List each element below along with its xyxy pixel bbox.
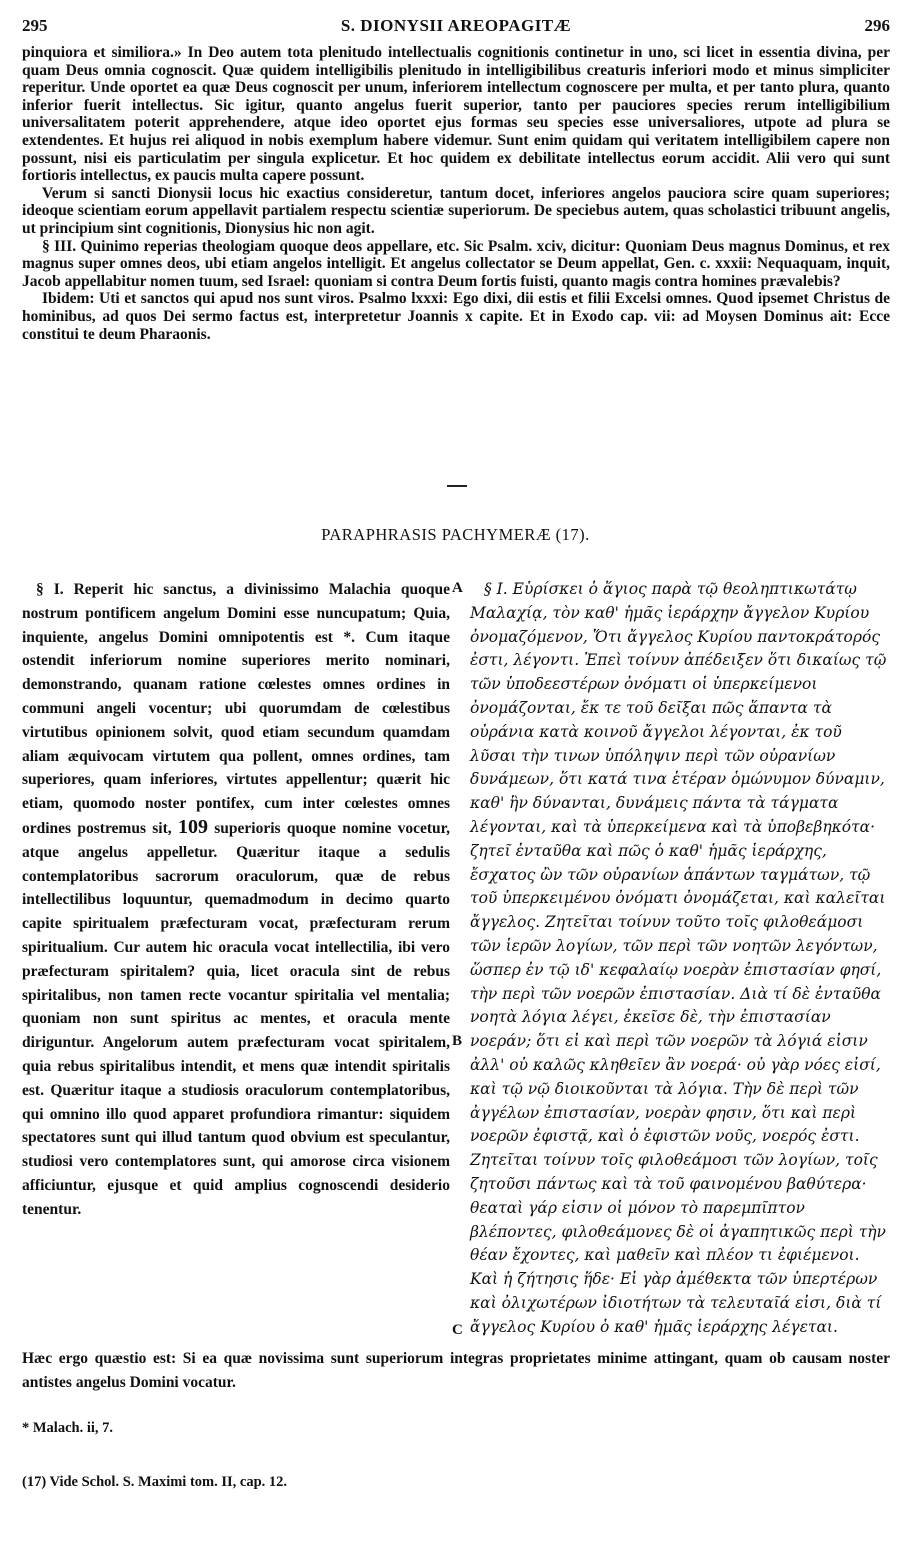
commentary-paragraph: Ibidem: Uti et sanctos qui apud nos sunt viros. Psalmo lxxxi: Ego dixi, dii estis et filii Excelsi omnes. Quod ipsemet Christus de hominibus, ad quos Dei sermo factus est, interpretetur Joannis x capite. Et in Exodo cap. vii: ad Moysen Dominus ait: Ecce constitui te deum Pharaonis.	[22, 290, 890, 343]
latin-paragraph	[22, 578, 450, 1222]
section-title: PARAPHRASIS PACHYMERÆ (17).	[321, 525, 590, 544]
running-header	[22, 16, 890, 40]
footnote-star: * Malach. ii, 7.	[22, 1420, 114, 1436]
commentary-paragraph: Verum si sancti Dionysii locus hic exactius consideretur, tantum docet, inferiores angelos pauciora scire quam superiores; ideoque scientiam eorum appellavit partialem respectu scientiæ superiorum. De speciebus autem, quas scholastici tribuunt angelis, ut principium sint cognitionis, Dionysius hic non agit.	[22, 184, 890, 237]
page-number-left: 295	[22, 16, 48, 35]
latin-text: superioris quoque nomine vocetur, atque angelus appelletur. Quæritur itaque a sedulis contemplatoribus sacrorum oraculorum, quæ de rebus intellectilibus loquuntur, quemadmodum in decimo quarto capite spiritualem præfecturam vocat, præfecturam rerum spiritualium. Cur autem hic oracula vocat intellectilia, ibi vero præfecturam spiritalem? quia, licet oracula sint de rebus spiritalibus, non tamen recte vocantur spiritalia vel mentalia; quoniam non sunt spiritus ac mentes, et oracula mente diriguntur. Angelorum autem præfecturam vocat spiritalem, quia rebus spiritalibus intendit, et mens quæ intendit spiritalis est. Quæritur itaque a studiosis oraculorum contemplatoribus, qui omnino illo quod apparet profundiora rimantur: siquidem spectatores sunt qui illud tantum quod obvium est speculantur, studiosi vero contemplatores sunt, qui amorose circa visionem afficiuntur, ejusque et quid amplius cognoscendi desiderio tenentur.	[22, 819, 450, 1218]
running-title: S. DIONYSII AREOPAGITÆ	[340, 16, 572, 35]
section-separator	[447, 485, 467, 487]
margin-marker-a: A	[452, 580, 463, 596]
margin-marker-b: B	[452, 1033, 463, 1049]
page-mark: 109	[177, 815, 208, 838]
greek-column	[470, 578, 892, 1340]
margin-marker-c: C	[452, 1322, 463, 1338]
footnote-17: (17) Vide Schol. S. Maximi tom. II, cap. 12.	[22, 1474, 288, 1490]
page-number-right: 296	[864, 16, 890, 35]
commentary-notes	[22, 44, 890, 343]
commentary-paragraph: § III. Quinimo reperias theologiam quoque deos appellare, etc. Sic Psalm. xciv, dicitur: Quoniam Deus magnus Dominus, et rex magnus super omnes deos, ubi etiam angelos intelligit. Et angelus collectator se Deum appellat, Gen. c. xxxii: Nequaquam, inquit, Jacob appellabitur nomen tuum, sed Israel: quoniam si contra Deum fortis fuisti, quanto magis contra homines prævalebis?	[22, 237, 890, 290]
greek-paragraph: § I. Εὑρίσκει ὁ ἅγιος παρὰ τῷ θεοληπτικωτάτῳ Μαλαχίᾳ, τὸν καθ' ἡμᾶς ἱεράρχην ἄγγελον Κυρίου ὀνομαζόμενον, Ὅτι ἄγγελος Κυρίου παντοκράτορός ἐστι, λέγοντι. Ἐπεὶ τοίνυν ἀπέδειξεν ὅτι δικαίως τῷ τῶν ὑποδεεστέρων ὀνόματι οἱ ὑπερκείμενοι ὀνομάζονται, ἔκ τε τοῦ δεῖξαι πῶς ἅπαντα τὰ οὐράνια κατὰ κοινοῦ ἄγγελοι λέγονται, ἐκ τοῦ λῦσαι τὴν τινων ὑπόληψιν περὶ τῶν οὐρανίων δυνάμεων, ὅτι κατά τινα ἑτέραν ὁμώνυμον δύναμιν, καθ' ἣν δύνανται, δυνάμεις πάντα τὰ τάγματα λέγονται, καὶ τὰ ὑπερκείμενα καὶ τὰ ὑποβεβηκότα· ζητεῖ ἐνταῦθα καὶ πῶς ὁ καθ' ἡμᾶς ἱεράρχης, ἔσχατος ὢν τῶν οὐρανίων ἁπάντων ταγμάτων, τῷ τοῦ ὑπερκειμένου ὀνόματι ὀνομάζεται, καὶ καλεῖται ἄγγελος. Ζητεῖται τοίνυν τοῦτο τοῖς φιλοθεάμοσι τῶν ἱερῶν λογίων, τῶν περὶ τῶν νοητῶν λεγόντων, ὥσπερ ἐν τῷ ιδ' κεφαλαίῳ νοερὰν ἐπιστασίαν φησί, τὴν περὶ τῶν νοερῶν ἐπιστασίαν. Διὰ τί δὲ ἐνταῦθα νοητὰ λόγια λέγει, ἐκεῖσε δὲ, τὴν ἐπιστασίαν νοεράν; ὅτι εἰ καὶ περὶ τῶν νοερῶν τὰ λόγιά εἰσιν ἀλλ' οὐ καλῶς κληθεῖεν ἂν νοερά· οὐ γὰρ νόες εἰσί, καὶ τῷ νῷ διοικοῦνται τὰ λόγια. Τὴν δὲ περὶ τῶν ἀγγέλων ἐπιστασίαν, νοερὰν φησιν, ὅτι καὶ περὶ νοερῶν ἐφιστᾷ, καὶ ὁ ἐφιστῶν νοῦς, νοερός ἐστι. Ζητεῖται τοίνυν τοῖς φιλοθεάμοσι τῶν λογίων, τοῖς ζητοῦσι πάντως καὶ τὰ τοῦ φαινομένου βαθύτερα· θεαταὶ γάρ εἰσιν οἱ μόνον τὸ παρεμπῖπτον βλέποντες, φιλοθεάμονες δὲ οἱ ἀγαπητικῶς περὶ τὴν θέαν ἔχοντες, καὶ μαθεῖν καὶ πλέον τι ἐφιέμενοι. Καὶ ἡ ζήτησις ἥδε· Εἰ γὰρ ἀμέθεκτα τῶν ὑπερτέρων καὶ ὀλιχωτέρων ἰδιοτήτων τὰ τελευταῖά εἰσι, διὰ τί ἄγγελος Κυρίου ὁ καθ' ἡμᾶς ἱεράρχης λέγεται.	[470, 580, 887, 1336]
latin-text: § I. Reperit hic sanctus, a divinissimo Malachia quoque nostrum pontificem angelum Domini esse nuncupatum; Quia, inquiente, angelus Domini omnipotentis est *. Cum itaque ostendit inferiorum nomine superiores merito nominari, demonstrando, quanam ratione cœlestes omnes ordines in communi angeli vocentur; ubi quorumdam de cœlestibus virtutibus opinionem solvit, quod etiam secundum quamdam aliam æquivocam virtutem qua pollent, omnes ordines, tam superiores, quam inferiores, virtutes appellentur; quærit hic etiam, quomodo noster pontifex, cum inter cœlestes omnes ordines postremus sit,	[22, 581, 450, 837]
closing-text	[22, 1347, 890, 1395]
latin-column	[22, 578, 450, 1222]
commentary-paragraph: pinquiora et similiora.» In Deo autem tota plenitudo intellectualis cognitionis continetur in uno, sci licet in essentia divina, per quam Deus omnia cognoscit. Quæ quidem intelligibilis plenitudo in intelligibilibus creaturis inferiori modo et minus simpliciter reperitur. Unde oportet ea quæ Deus cognoscit per unum, inferiorem intellectum cognoscere per multa, et per tanto plura, quanto inferior fuerit intellectus. Sic igitur, quanto angelus fuerit superior, tanto per pauciores species rerum intelligibilium universalitatem poterit apprehendere, atque ideo oportet ejus formas seu species esse universaliores, utpote ad plura se extendentes. Et hujus rei aliquod in nobis exemplum habere videmur. Sunt enim quidam qui veritatem intelligibilem capere non possunt, nisi eis particulatim per singula explicetur. Et hoc quidem ex debilitate intellectus eorum accidit. Alii vero qui sunt fortioris intellectus, ex paucis multa capere possunt.	[22, 44, 890, 185]
closing-paragraph: Hæc ergo quæstio est: Si ea quæ novissima sunt superiorum integras proprietates minime attingant, quam ob causam noster antistes angelus Domini vocatur.	[22, 1350, 890, 1391]
